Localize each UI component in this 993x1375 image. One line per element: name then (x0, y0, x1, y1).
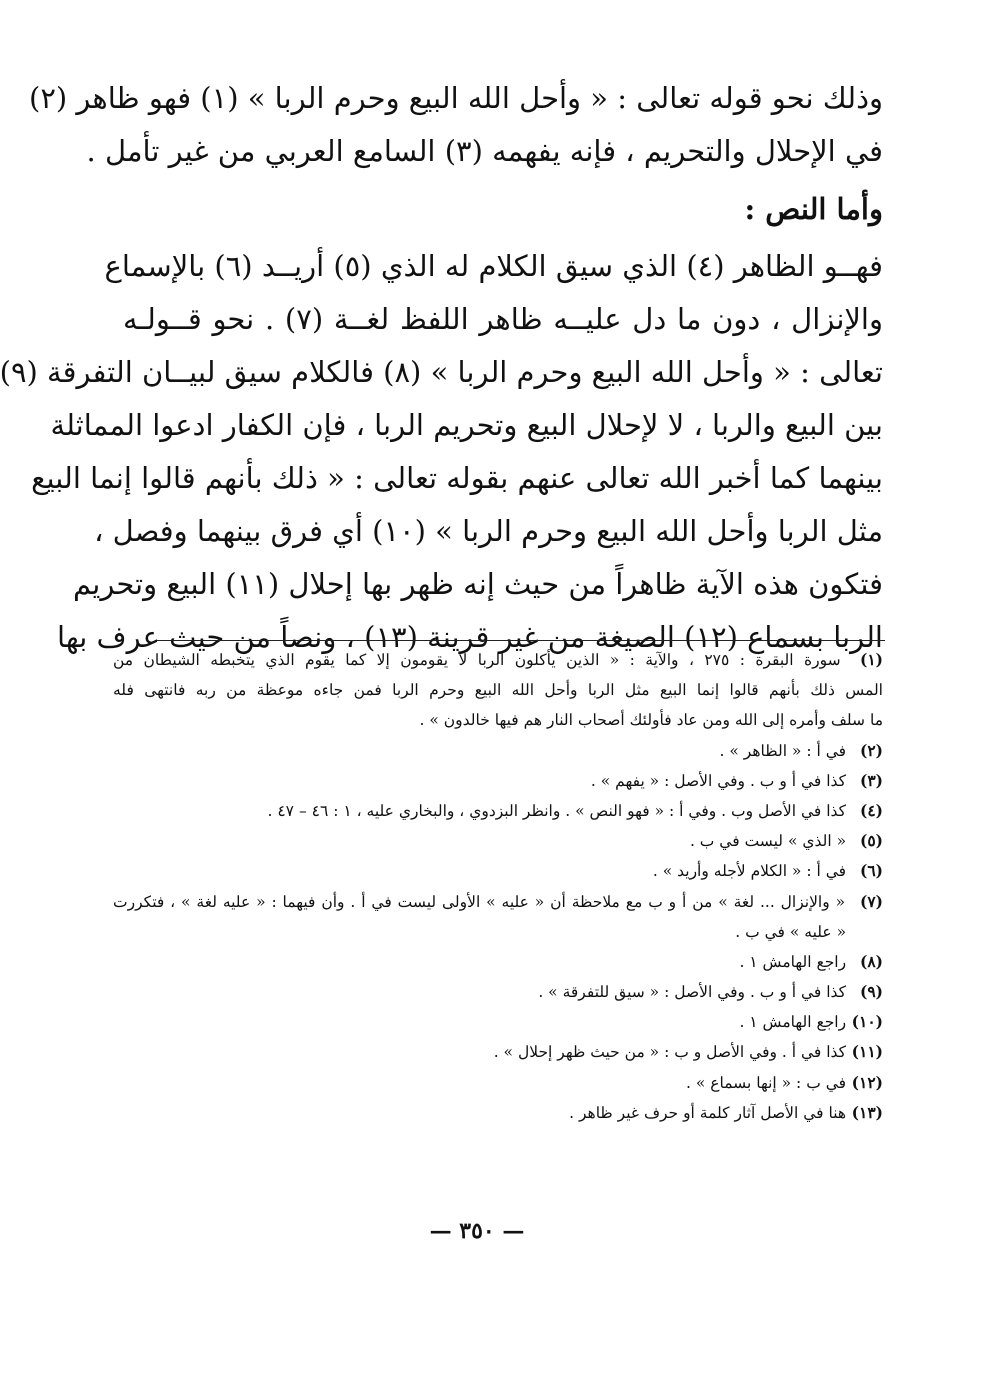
footnote-text: كذا في أ و ب . وفي الأصل : « سيق للتفرقة » . (538, 983, 847, 1002)
footnote-number: (١٠) (851, 1012, 883, 1032)
footnote-text: في أ : « الكلام لأجله وأريد » . (652, 862, 847, 881)
footnote-divider (157, 640, 885, 641)
text-line: فهــو الظاهر (٤) الذي سيق الكلام له الذي (٥) أريــد (٦) بالإسماع (104, 249, 883, 283)
footnote (113, 826, 883, 856)
footnote-text: كذا في أ و ب . وفي الأصل : « يفهم » . (590, 771, 847, 790)
footnote (113, 796, 883, 826)
footnote-text: « الذي » ليست في ب . (689, 832, 847, 851)
footnote-number: (١٣) (851, 1102, 883, 1122)
footnote-text: « والإنزال ... لغة » من أ و ب مع ملاحظة أن « عليه » الأولى ليست في أ . وأن فيهما : « عليه لغة » ، فتكررت (113, 892, 846, 911)
text-line: الربا بسماع (١٢) الصيغة من غير قرينة (١٣) ، ونصاً من حيث عرف بها (57, 620, 883, 654)
footnote-continuation (113, 917, 883, 947)
footnote-text: راجع الهامش ١ . (739, 952, 847, 971)
footnote-text: « عليه » في ب . (735, 922, 847, 941)
footnote-number: (٢) (859, 740, 883, 760)
footnote (113, 887, 883, 917)
main-text (0, 72, 883, 664)
footnote (113, 977, 883, 1007)
footnote-text: كذا في الأصل وب . وفي أ : « فهو النص » . وانظر البزدوي ، والبخاري عليه ، ١ : ٤٦ – ٤٧ . (267, 801, 847, 820)
footnote-number: (٦) (859, 861, 883, 881)
footnote-number: (٥) (859, 831, 883, 851)
footnote-number: (٨) (859, 951, 883, 971)
text-line: بينهما كما أخبر الله تعالى عنهم بقوله تعالى : « ذلك بأنهم قالوا إنما البيع (31, 461, 883, 495)
footnote-text: ما سلف وأمره إلى الله ومن عاد فأولئك أصحاب النار هم فيها خالدون » . (419, 711, 883, 730)
footnote-number: (٩) (859, 982, 883, 1002)
footnote (113, 1037, 883, 1067)
footnote (113, 1068, 883, 1098)
footnote-number: (١١) (851, 1042, 883, 1062)
footnote (113, 736, 883, 766)
footnote-text: في ب : « إنها بسماع » . (685, 1073, 847, 1092)
footnote (113, 766, 883, 796)
footnote-number: (٣) (859, 770, 883, 790)
footnote-number: (١٢) (851, 1072, 883, 1092)
footnote-text: المس ذلك بأنهم قالوا إنما البيع مثل الربا وأحل الله البيع وحرم الربا فمن جاءه موعظة من ربه فانتهى فله (113, 681, 883, 700)
text-line: في الإحلال والتحريم ، فإنه يفهمه (٣) السامع العربي من غير تأمل . (86, 134, 883, 168)
text-line: وذلك نحو قوله تعالى : « وأحل الله البيع وحرم الربا » (١) فهو ظاهر (٢) (28, 81, 883, 115)
footnote-continuation (113, 675, 883, 705)
footnotes (113, 645, 883, 1128)
footnote-text: راجع الهامش ١ . (739, 1013, 847, 1032)
text-line: والإنزال ، دون ما دل عليــه ظاهر اللفظ لغــة (٧) . نحو قــولـه (123, 302, 883, 336)
footnote (113, 645, 883, 675)
page-number: — ٣٥٠ — (429, 1218, 525, 1244)
footnote (113, 1098, 883, 1128)
text-line: مثل الربا وأحل الله البيع وحرم الربا » (١٠) أي فرق بينهما وفصل ، (94, 514, 883, 548)
footnote (113, 1007, 883, 1037)
footnote-number: (٧) (859, 891, 883, 911)
footnote-text: سورة البقرة : ٢٧٥ ، والآية : « الذين يأكلون الربا لا يقومون إلا كما يقوم الذي يتخبطه الشيطان من (113, 651, 841, 669)
footnote-text: كذا في أ . وفي الأصل و ب : « من حيث ظهر إحلال » . (493, 1043, 847, 1062)
text-line: بين البيع والربا ، لا لإحلال البيع وتحريم الربا ، فإن الكفار ادعوا المماثلة (50, 408, 883, 442)
footnote-text: هنا في الأصل آثار كلمة أو حرف غير ظاهر . (569, 1103, 847, 1122)
footnote-number: (٤) (859, 800, 883, 820)
section-heading: وأما النص : (744, 192, 883, 226)
footnote-text: في أ : « الظاهر » . (719, 741, 847, 760)
footnote (113, 856, 883, 886)
footnote (113, 947, 883, 977)
footnote-number: (١) (859, 650, 883, 669)
footnote-continuation (113, 705, 883, 735)
text-line: تعالى : « وأحل الله البيع وحرم الربا » (٨) فالكلام سيق لبيــان التفرقة (٩) (0, 355, 883, 389)
text-line: فتكون هذه الآية ظاهراً من حيث إنه ظهر بها إحلال (١١) البيع وتحريم (72, 567, 883, 601)
